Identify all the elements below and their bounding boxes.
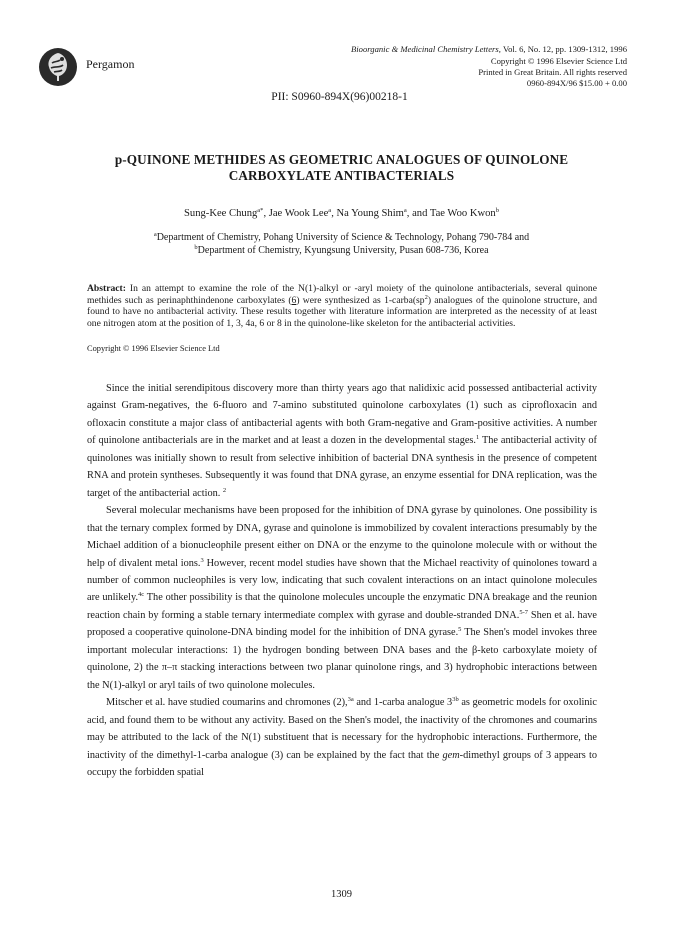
p2-text-3: The other possibility is that the quinolone molecules uncouple the enzymatic DNA breakage and the reunion reaction chain by forming a stable ternary intermediate complex with gyrase and double-stranded DNA. [87, 592, 597, 621]
paragraph-3 [87, 694, 597, 781]
affiliation-b-mark: b [194, 243, 198, 251]
author-4: Tae Woo Kwon [429, 208, 496, 219]
journal-volume: Vol. 6, No. 12, pp. 1309-1312, 1996 [503, 44, 627, 54]
ref-mark: 3b [452, 696, 459, 704]
journal-citation [351, 44, 627, 54]
paragraph-2 [87, 502, 597, 694]
journal-name: Bioorganic & Medicinal Chemistry Letters, [351, 44, 501, 54]
abstract-label: Abstract: [87, 283, 126, 294]
paper-title [60, 152, 623, 184]
ref-mark: 5-7 [519, 608, 528, 616]
abstract-sup: 2 [424, 293, 428, 301]
author-2-mark: a [328, 207, 332, 214]
author-3-mark: a [403, 207, 407, 214]
copyright-line: Copyright © 1996 Elsevier Science Ltd [490, 56, 627, 66]
p2-text-1: Several molecular mechanisms have been proposed for the inhibition of DNA gyrase by quinolones. One possibility is that the ternary complex formed by DNA, gyrase and quinolone is immobilized by covalent interactions presumably by the Michael addition of a bionucleophile present either on DNA or the enzyme to the quinolone molecule with or without the help of divalent metal ions. [87, 505, 597, 569]
affiliation-b [60, 245, 623, 258]
affiliation-b-text: Department of Chemistry, Kyungsung University, Pusan 608-736, Korea [197, 244, 489, 256]
author-1-mark: a* [257, 207, 264, 214]
p3-text-2: and 1-carba analogue 3 [353, 697, 453, 709]
p3-text-1: Mitscher et al. have studied coumarins and chromones (2), [106, 697, 348, 709]
abstract-text-1: In an attempt to examine the role of the N(1)-alkyl or -aryl moiety of the quinolone antibacterials, several quinone methides such as perinaphthindenone carboxylates ( [87, 283, 597, 306]
ref-mark: 4c [138, 591, 145, 599]
abstract-text-2: ) were synthesized as 1-carba(sp [296, 294, 425, 306]
paragraph-1 [87, 380, 597, 502]
affiliation-a [60, 232, 623, 245]
affiliation-a-text: Department of Chemistry, Pohang University of Science & Technology, Pohang 790-784 and [156, 232, 530, 243]
affiliations [60, 232, 623, 257]
author-2: Jae Wook Lee [268, 208, 329, 219]
p3-text-3: as geometric models for oxolinic acid, and found them to be without any activity. Based on the Shen's model, the inactivity of the chromones and coumarins may be attributed to the lack of the N(1) substituent that is necessary for the hydrophobic interactions. Furthermore, the inactivity of the dimethyl-1-carba analogue (3) can be explained by the fact that the [87, 697, 597, 761]
pergamon-logo-icon [38, 47, 78, 87]
pii-text: PII: S0960-894X(96)00218-1 [271, 91, 408, 103]
pii-line [0, 91, 683, 103]
printed-line: Printed in Great Britain. All rights reserved [478, 67, 627, 77]
ref-mark: 3 [200, 556, 204, 564]
page-number: 1309 [331, 889, 352, 900]
title-line-1: p-QUINONE METHIDES AS GEOMETRIC ANALOGUES OF QUINOLONE [114, 152, 569, 167]
affiliation-a-mark: a [153, 231, 157, 238]
author-1: Sung-Kee Chung [184, 208, 258, 219]
p3-italic: gem [442, 749, 460, 761]
ref-mark: 3a [347, 696, 354, 704]
publisher-name: Pergamon [86, 57, 135, 71]
issn-line: 0960-894X/96 $15.00 + 0.00 [526, 78, 627, 88]
abstract-text-3: ) analogues of the quinolone structure, and found to have no antibacterial activity. These results together with literature information are interpreted as the necessity of at least one nitrogen atom at the position of 1, 3, 4a, 6 or 8 in the quinolone-like skeleton for the antibacterial activities. [87, 294, 597, 330]
title-line-2: CARBOXYLATE ANTIBACTERIALS [228, 168, 455, 183]
ref-mark: 1 [476, 434, 480, 442]
author-4-mark: b [495, 207, 499, 214]
p3-text-4: -dimethyl groups of 3 appears to occupy the forbidden spatial [87, 749, 597, 778]
author-list: Sung-Kee Chung$^{a*}$, Jae Wook Lee$^a$, Na Young Shim$^a$, and Tae Woo Kwon$^b$ [184, 207, 499, 219]
author-3: Na Young Shim [336, 208, 404, 219]
p2-text-5: The Shen's model invokes three important molecular interactions: 1) the hydrogen bonding between DNA bases and the β-keto carboxylate moiety of quinolone, 2) the π–π stacking interactions between two planar quinolone rings, and 3) hydrophobic interactions between the N(1)-alkyl or aryl tails of two quinolone molecules. [87, 627, 597, 691]
abstract-copyright: Copyright © 1996 Elsevier Science Ltd [87, 344, 220, 353]
p1-text-1: Since the initial serendipitous discovery more than thirty years ago that nalidixic acid possessed antibacterial activity against Gram-negatives, the 6-fluoro and 7-amino substituted quinolone carboxylates (1) such as ciprofloxacin and ofloxacin constitute a major class of antibacterial agents with both Gram-negative and Gram-positive activities. A number of quinolone antibacterials are in the market and at least a dozen in the developmental stages. [87, 383, 597, 447]
p2-text-2: However, recent model studies have shown that the Michael reactivity of quinolones toward a number of common nucleophiles is very low, indicating that such covalent interactions on an intact quinolone molecules are unlikely. [87, 557, 597, 604]
ref-mark: 2 [222, 486, 227, 494]
p2-text-4: Shen et al. have proposed a cooperative quinolone-DNA binding model for the inhibition of DNA gyrase. [87, 609, 597, 639]
body-text [87, 380, 597, 781]
abstract [87, 283, 597, 330]
compound-6-ref: 6 [291, 294, 297, 306]
ref-mark: 5 [458, 626, 462, 634]
p1-text-2: The antibacterial activity of quinolones was initially shown to result from selective inhibition of bacterial DNA synthesis in the presence of competent RNA and protein syntheses. Subsequently it was found that DNA gyrase, an enzyme essential for DNA replication, was the target of the antibacterial action. [87, 435, 597, 499]
